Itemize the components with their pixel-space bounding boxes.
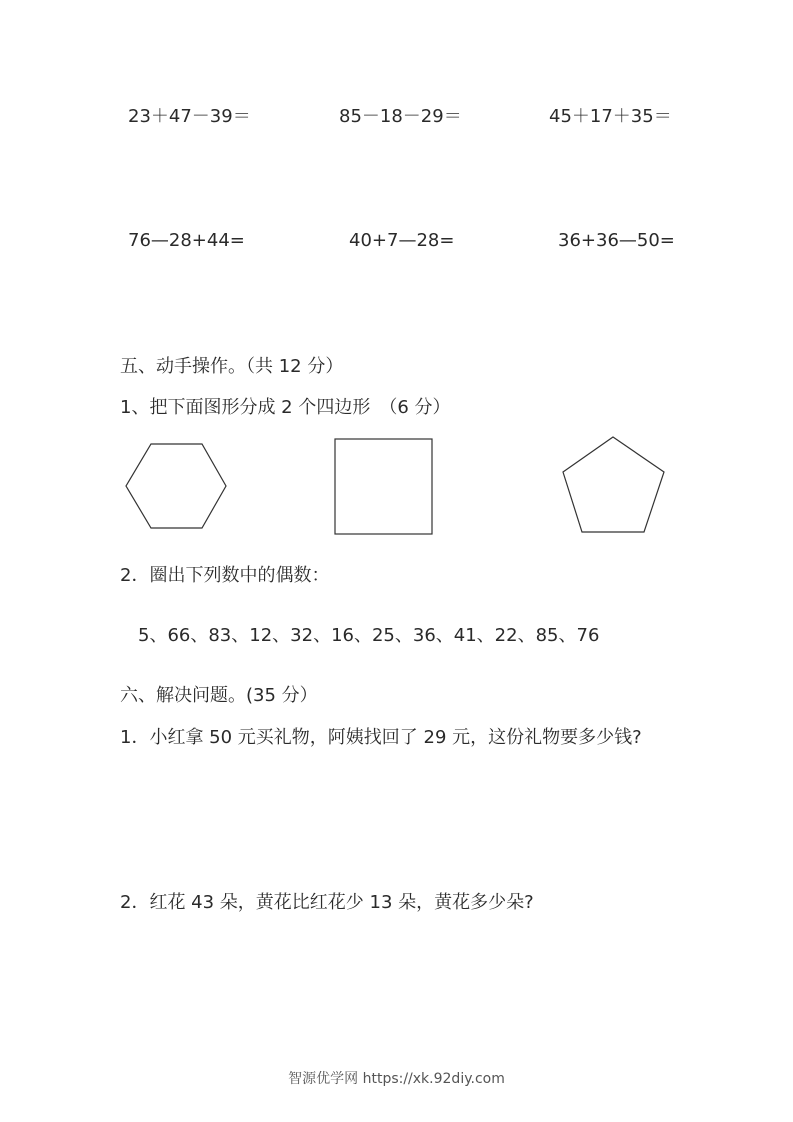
section6-title: 六、解决问题。(35 分） [120,685,318,706]
section5-question-2: 2．圈出下列数中的偶数： [120,565,330,586]
footer-watermark: 智源优学网 https://xk.92diy.com [288,1071,505,1087]
equation: 36+36—50= [558,230,675,251]
number-list: 5、66、83、12、32、16、25、36、41、22、85、76 [138,625,600,646]
equation: 76—28+44= [128,230,245,251]
pentagon-icon [560,435,666,535]
equation: 40+7—28= [349,230,455,251]
hexagon-icon [124,442,228,530]
section5-title: 五、动手操作。（共 12 分） [120,356,344,377]
section6-question-1: 1．小红拿 50 元买礼物，阿姨找回了 29 元，这份礼物要多少钱? [120,727,642,748]
equation: 45＋17＋35＝ [549,106,672,127]
section5-question-1: 1、把下面图形分成 2 个四边形 （6 分） [120,397,451,418]
square-icon [334,438,434,536]
section6-question-2: 2．红花 43 朵，黄花比红花少 13 朵，黄花多少朵? [120,892,534,913]
equation: 23＋47－39＝ [128,106,251,127]
equation: 85－18－29＝ [339,106,462,127]
